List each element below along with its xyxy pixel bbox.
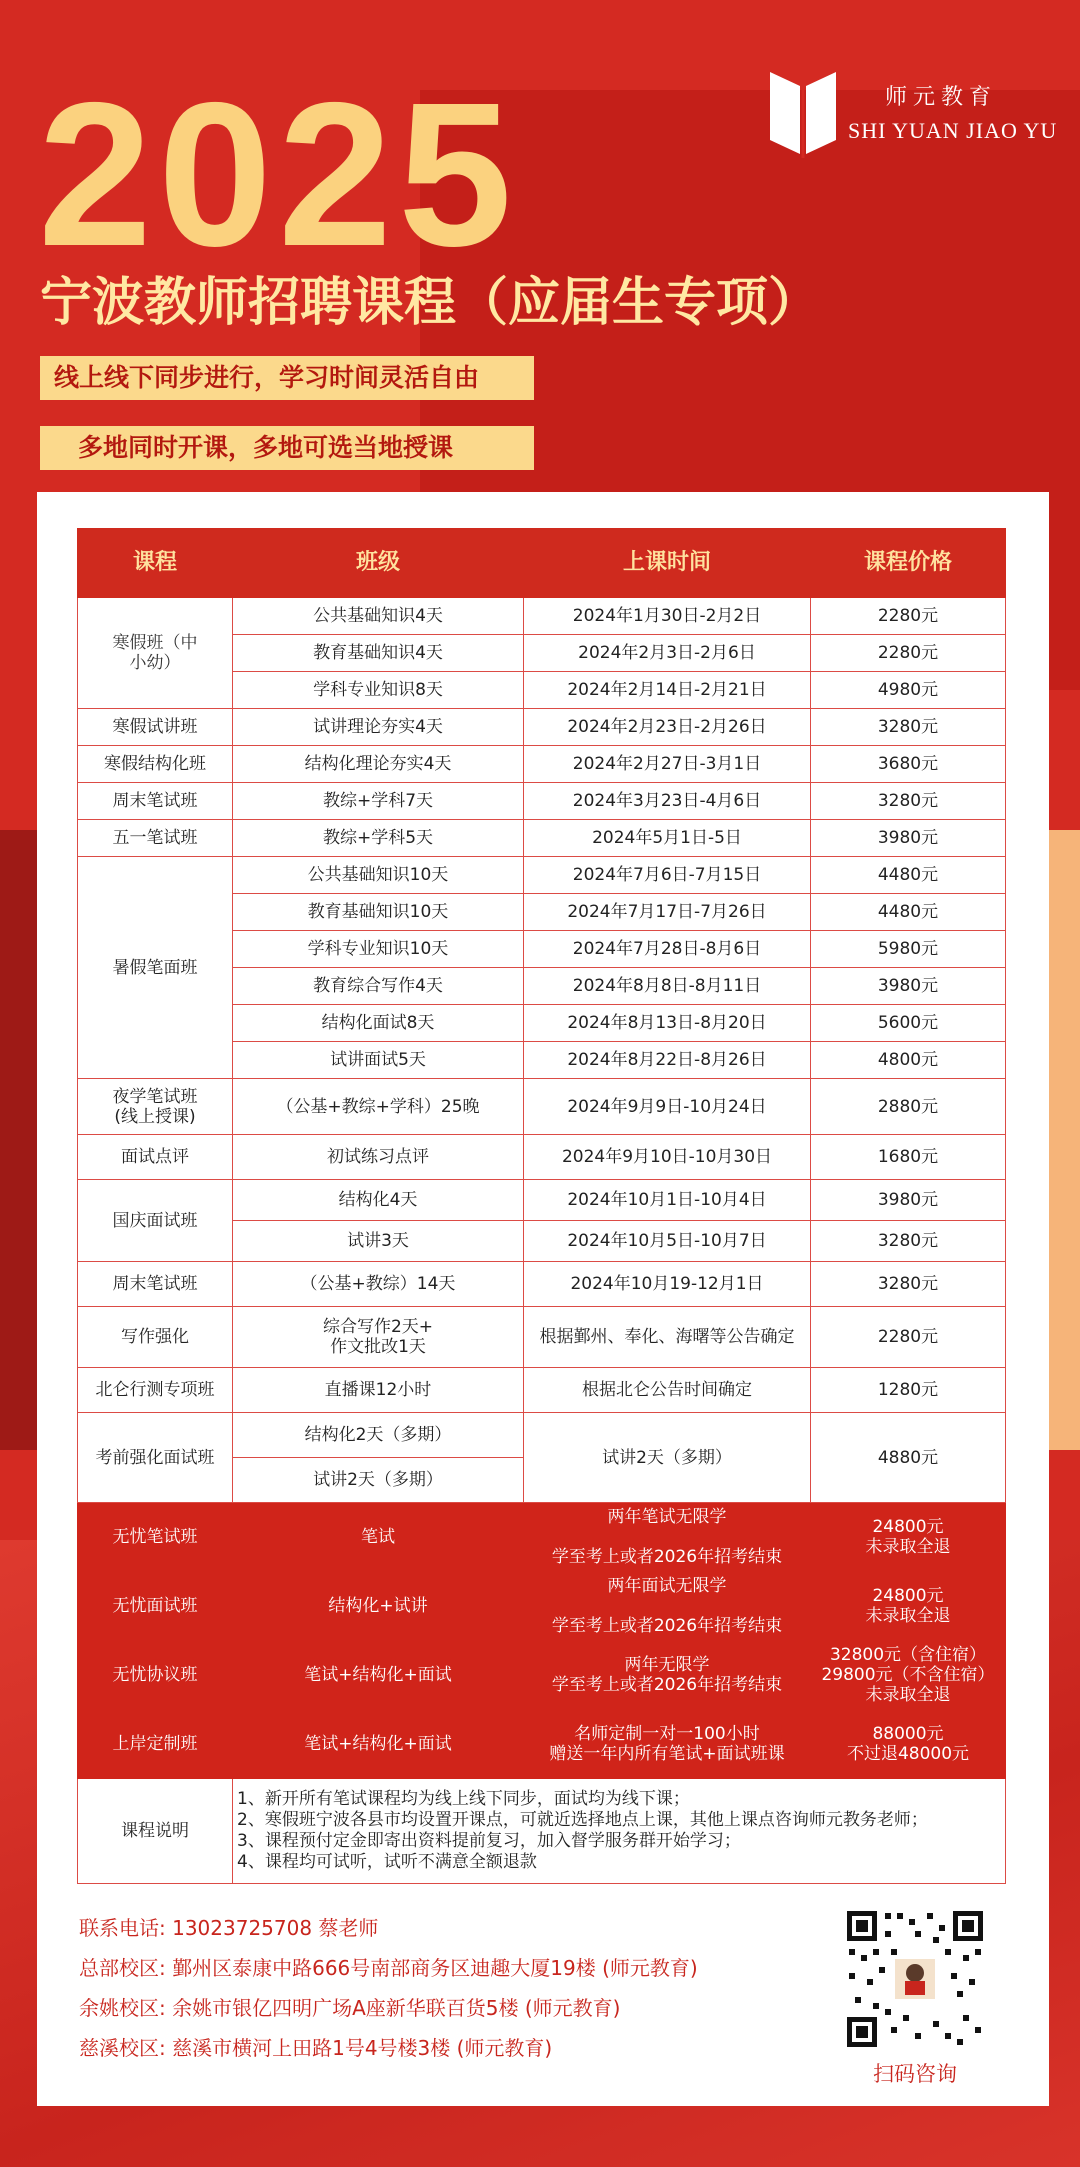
price-cell <box>811 1710 1006 1779</box>
class-line: 综合写作2天+ <box>322 1317 434 1337</box>
class-cell: 教育基础知识10天 <box>233 894 524 931</box>
note-line: 4、课程均可试听，试听不满意全额退款 <box>237 1852 537 1872</box>
price-cell: 3980元 <box>811 820 1006 857</box>
table-row <box>78 1135 1006 1180</box>
course-cell: 寒假试讲班 <box>78 709 233 746</box>
class-cell: 教育综合写作4天 <box>233 968 524 1005</box>
time-line: 两年无限学 <box>624 1655 710 1675</box>
qr-code[interactable] <box>845 1909 985 2049</box>
time-line: 两年面试无限学 <box>607 1576 727 1596</box>
table-row <box>78 1079 1006 1135</box>
page-title: 宁波教师招聘课程（应届生专项） <box>40 273 821 333</box>
class-cell: 学科专业知识8天 <box>233 672 524 709</box>
time-cell <box>524 1710 811 1779</box>
table-row <box>78 1262 1006 1307</box>
price-cell: 3280元 <box>811 709 1006 746</box>
time-line: 学至考上或者2026年招考结束 <box>551 1547 783 1567</box>
time-cell <box>524 1572 811 1641</box>
time-cell: 2024年8月8日-8月11日 <box>524 968 811 1005</box>
brand-name-cn: 师元教育 <box>885 85 998 110</box>
contact-cixi: 慈溪校区: 慈溪市横河上田路1号4号楼3楼 (师元教育) <box>79 2036 553 2060</box>
table-row <box>78 1307 1006 1368</box>
table-row <box>78 1180 1006 1221</box>
course-cell: 暑假笔面班 <box>78 857 233 1079</box>
time-cell: 2024年7月17日-7月26日 <box>524 894 811 931</box>
class-cell: 初试练习点评 <box>233 1135 524 1180</box>
class-cell: 教综+学科7天 <box>233 783 524 820</box>
course-cell: 考前强化面试班 <box>78 1413 233 1503</box>
price-cell: 3980元 <box>811 1180 1006 1221</box>
notes-row <box>78 1779 1006 1884</box>
table-row <box>78 598 1006 635</box>
class-cell: 学科专业知识10天 <box>233 931 524 968</box>
price-cell <box>811 1572 1006 1641</box>
class-cell: 试讲面试5天 <box>233 1042 524 1079</box>
price-cell: 4980元 <box>811 672 1006 709</box>
course-card <box>37 492 1049 2106</box>
brand-name-en: SHI YUAN JIAO YU <box>848 118 1058 143</box>
time-cell: 2024年2月3日-2月6日 <box>524 635 811 672</box>
class-cell: （公基+教综+学科）25晚 <box>233 1079 524 1135</box>
qr-label: 扫码咨询 <box>873 2062 957 2086</box>
time-cell <box>524 1503 811 1572</box>
table-header-row <box>78 529 1006 598</box>
class-cell: 试讲3天 <box>233 1221 524 1262</box>
table-row <box>78 857 1006 894</box>
price-cell: 4800元 <box>811 1042 1006 1079</box>
course-cell: 面试点评 <box>78 1135 233 1180</box>
time-cell: 2024年10月19-12月1日 <box>524 1262 811 1307</box>
price-cell <box>811 1641 1006 1710</box>
special-row <box>78 1503 1006 1572</box>
contact-phone: 联系电话: 13023725708 蔡老师 <box>79 1916 379 1940</box>
class-cell: 教育基础知识4天 <box>233 635 524 672</box>
price-cell: 4480元 <box>811 857 1006 894</box>
course-cell: 国庆面试班 <box>78 1180 233 1262</box>
price-line: 未录取全退 <box>865 1606 951 1626</box>
class-cell: 笔试+结构化+面试 <box>233 1710 524 1779</box>
header-class: 班级 <box>233 529 524 598</box>
course-cell: 无忧协议班 <box>78 1641 233 1710</box>
price-cell: 1680元 <box>811 1135 1006 1180</box>
class-cell: 试讲2天（多期） <box>233 1458 524 1503</box>
class-cell: 笔试+结构化+面试 <box>233 1641 524 1710</box>
contact-hq: 总部校区: 鄞州区泰康中路666号南部商务区迪趣大厦19楼 (师元教育) <box>79 1956 698 1980</box>
class-cell: 直播课12小时 <box>233 1368 524 1413</box>
price-line: 88000元 <box>872 1724 944 1744</box>
course-cell: 无忧笔试班 <box>78 1503 233 1572</box>
price-cell: 5600元 <box>811 1005 1006 1042</box>
class-cell: 笔试 <box>233 1503 524 1572</box>
time-cell: 根据鄞州、奉化、海曙等公告确定 <box>524 1307 811 1368</box>
time-cell: 2024年2月14日-2月21日 <box>524 672 811 709</box>
price-cell <box>811 1503 1006 1572</box>
course-cell <box>78 1079 233 1135</box>
time-cell: 2024年2月23日-2月26日 <box>524 709 811 746</box>
special-row <box>78 1641 1006 1710</box>
note-line: 3、课程预付定金即寄出资料提前复习，加入督学服务群开始学习； <box>237 1831 741 1851</box>
class-cell <box>233 1307 524 1368</box>
price-line: 24800元 <box>872 1517 944 1537</box>
price-line: 29800元（不含住宿） <box>821 1665 995 1685</box>
table-row <box>78 820 1006 857</box>
price-cell: 2280元 <box>811 598 1006 635</box>
course-cell: 五一笔试班 <box>78 820 233 857</box>
price-cell: 3680元 <box>811 746 1006 783</box>
price-cell: 2880元 <box>811 1079 1006 1135</box>
price-line: 未录取全退 <box>865 1537 951 1557</box>
price-line: 24800元 <box>872 1586 944 1606</box>
table-row <box>78 783 1006 820</box>
class-cell: 公共基础知识4天 <box>233 598 524 635</box>
class-cell: （公基+教综）14天 <box>233 1262 524 1307</box>
time-cell <box>524 1641 811 1710</box>
time-cell: 2024年1月30日-2月2日 <box>524 598 811 635</box>
time-cell: 2024年5月1日-5日 <box>524 820 811 857</box>
table-row <box>78 746 1006 783</box>
time-cell: 2024年7月28日-8月6日 <box>524 931 811 968</box>
time-cell: 2024年8月13日-8月20日 <box>524 1005 811 1042</box>
time-cell: 2024年9月10日-10月30日 <box>524 1135 811 1180</box>
special-row <box>78 1572 1006 1641</box>
class-cell: 结构化面试8天 <box>233 1005 524 1042</box>
price-cell: 1280元 <box>811 1368 1006 1413</box>
time-cell: 2024年3月23日-4月6日 <box>524 783 811 820</box>
price-cell: 2280元 <box>811 1307 1006 1368</box>
price-cell: 3280元 <box>811 1221 1006 1262</box>
course-cell: 北仑行测专项班 <box>78 1368 233 1413</box>
class-cell: 公共基础知识10天 <box>233 857 524 894</box>
feature-pill-1: 线上线下同步进行，学习时间灵活自由 <box>40 356 534 400</box>
feature-pill-2: 多地同时开课，多地可选当地授课 <box>40 426 534 470</box>
class-cell: 教综+学科5天 <box>233 820 524 857</box>
price-cell: 4880元 <box>811 1413 1006 1503</box>
time-cell: 根据北仑公告时间确定 <box>524 1368 811 1413</box>
price-cell: 5980元 <box>811 931 1006 968</box>
table-row <box>78 1368 1006 1413</box>
course-name: 夜学笔试班 <box>112 1086 198 1107</box>
time-line: 学至考上或者2026年招考结束 <box>551 1616 783 1636</box>
price-line: 不过退48000元 <box>846 1744 970 1764</box>
time-line: 名师定制一对一100小时 <box>574 1724 760 1744</box>
price-cell: 2280元 <box>811 635 1006 672</box>
time-cell: 2024年7月6日-7月15日 <box>524 857 811 894</box>
time-cell: 2024年9月9日-10月24日 <box>524 1079 811 1135</box>
course-cell: 周末笔试班 <box>78 1262 233 1307</box>
course-cell: 寒假结构化班 <box>78 746 233 783</box>
class-cell: 结构化+试讲 <box>233 1572 524 1641</box>
time-line: 学至考上或者2026年招考结束 <box>551 1675 783 1695</box>
price-cell: 3980元 <box>811 968 1006 1005</box>
notes-cell <box>233 1779 1006 1884</box>
time-line: 两年笔试无限学 <box>607 1507 727 1527</box>
price-line: 32800元（含住宿） <box>829 1645 987 1665</box>
book-logo-icon <box>768 66 838 158</box>
class-cell: 结构化4天 <box>233 1180 524 1221</box>
course-note: (线上授课) <box>114 1106 196 1127</box>
header-time: 上课时间 <box>524 529 811 598</box>
time-cell: 2024年10月5日-10月7日 <box>524 1221 811 1262</box>
note-line: 2、寒假班宁波各县市均设置开课点，可就近选择地点上课，其他上课点咨询师元教务老师； <box>237 1810 928 1830</box>
class-cell: 结构化2天（多期） <box>233 1413 524 1458</box>
course-table <box>77 528 1006 1884</box>
header-course: 课程 <box>78 529 233 598</box>
header-price: 课程价格 <box>811 529 1006 598</box>
class-cell: 结构化理论夯实4天 <box>233 746 524 783</box>
course-cell: 写作强化 <box>78 1307 233 1368</box>
time-cell: 2024年10月1日-10月4日 <box>524 1180 811 1221</box>
time-cell: 2024年2月27日-3月1日 <box>524 746 811 783</box>
class-cell: 试讲理论夯实4天 <box>233 709 524 746</box>
price-cell: 4480元 <box>811 894 1006 931</box>
course-cell: 上岸定制班 <box>78 1710 233 1779</box>
course-cell: 周末笔试班 <box>78 783 233 820</box>
note-line: 1、新开所有笔试课程均为线上线下同步，面试均为线下课； <box>237 1789 690 1809</box>
time-line: 赠送一年内所有笔试+面试班课 <box>549 1744 785 1764</box>
price-cell: 3280元 <box>811 783 1006 820</box>
time-cell: 2024年8月22日-8月26日 <box>524 1042 811 1079</box>
course-cell: 寒假班（中小幼） <box>78 598 233 709</box>
contact-yuyao: 余姚校区: 余姚市银亿四明广场A座新华联百货5楼 (师元教育) <box>79 1996 621 2020</box>
time-cell: 试讲2天（多期） <box>524 1413 811 1503</box>
price-cell: 3280元 <box>811 1262 1006 1307</box>
year-heading: 2025 <box>38 60 519 289</box>
notes-label: 课程说明 <box>78 1779 233 1884</box>
table-row <box>78 1413 1006 1458</box>
price-line: 未录取全退 <box>865 1685 951 1705</box>
special-row <box>78 1710 1006 1779</box>
course-cell: 无忧面试班 <box>78 1572 233 1641</box>
class-line: 作文批改1天 <box>330 1337 426 1357</box>
table-row <box>78 709 1006 746</box>
